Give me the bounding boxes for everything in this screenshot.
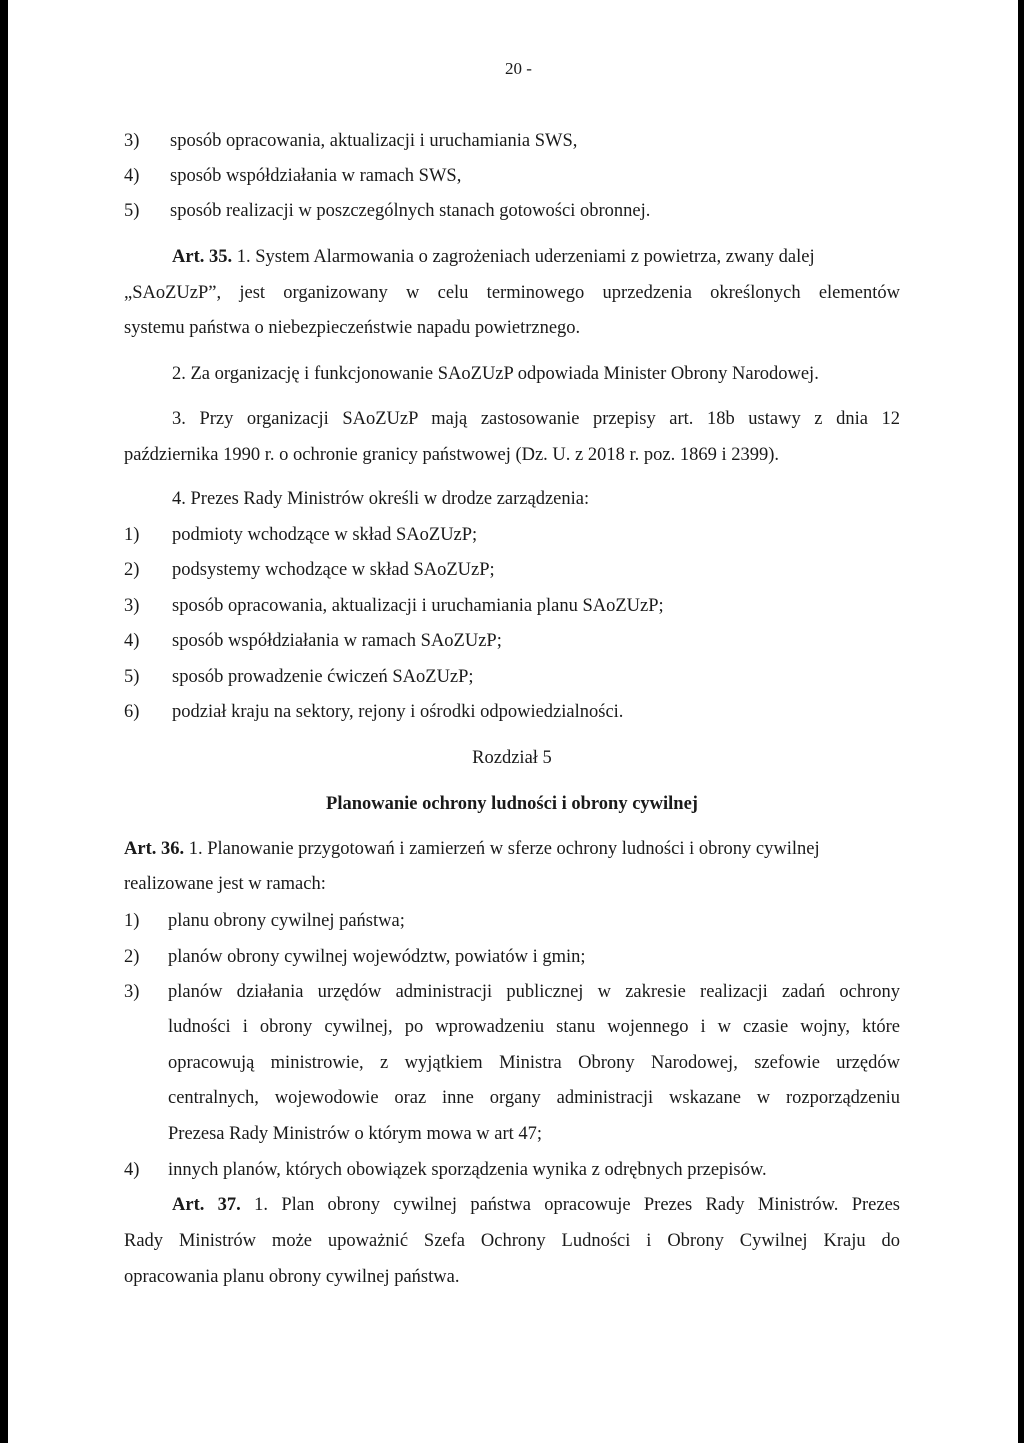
- article-37-label: Art. 37.: [172, 1195, 241, 1215]
- article-35-label: Art. 35.: [172, 247, 233, 267]
- list-item-text: planów obrony cywilnej województw, powiatów i gmin;: [168, 947, 586, 967]
- list-item-text: sposób opracowania, aktualizacji i uruchamiania SWS,: [170, 131, 578, 151]
- article-35-paragraph-2: 2. Za organizację i funkcjonowanie SAoZUzP odpowiada Minister Obrony Narodowej.: [172, 364, 819, 384]
- article-35-p1-start: 1. System Alarmowania o zagrożeniach uderzeniami z powietrza, zwany dalej: [236, 247, 815, 267]
- article-36-p1-start: 1. Planowanie przygotowań i zamierzeń w sferze ochrony ludności i obrony cywilnej: [188, 839, 820, 859]
- article-36-label: Art. 36.: [124, 839, 185, 859]
- article-36-line-1: [124, 838, 820, 860]
- article-35-paragraph-3-line-2: października 1990 r. o ochronie granicy państwowej (Dz. U. z 2018 r. poz. 1869 i 2399).: [124, 445, 780, 465]
- list-item-number: 3): [124, 596, 140, 616]
- list-item-text: podmioty wchodzące w skład SAoZUzP;: [172, 525, 478, 545]
- list-item-number: 1): [124, 911, 140, 931]
- list-item-number: 4): [124, 631, 140, 651]
- list-item-number: 5): [124, 201, 140, 221]
- list-item-number: 2): [124, 560, 140, 580]
- article-35-paragraph-3-line-1: 3. Przy organizacji SAoZUzP mają zastosowanie przepisy art. 18b ustawy z dnia 12: [172, 409, 900, 429]
- list-item-text: podział kraju na sektory, rejony i ośrodki odpowiedzialności.: [172, 702, 624, 722]
- article-37-line-2: Rady Ministrów może upoważnić Szefa Ochrony Ludności i Obrony Cywilnej Kraju do: [124, 1231, 900, 1251]
- list-item-number: 4): [124, 166, 140, 186]
- article-35-paragraph-4: 4. Prezes Rady Ministrów określi w drodze zarządzenia:: [172, 489, 590, 509]
- article-36-line-2: realizowane jest w ramach:: [124, 874, 326, 894]
- article-35-line-3: systemu państwa o niebezpieczeństwie napadu powietrznego.: [124, 318, 581, 338]
- chapter-label: Rozdział 5: [472, 748, 552, 768]
- list-item-text-line: opracowują ministrowie, z wyjątkiem Ministra Obrony Narodowej, szefowie urzędów: [168, 1053, 900, 1073]
- article-37-p1-start: 1. Plan obrony cywilnej państwa opracowuje Prezes Rady Ministrów. Prezes: [254, 1195, 900, 1215]
- article-37-line-1: [172, 1194, 900, 1216]
- article-37-line-3: opracowania planu obrony cywilnej państwa.: [124, 1267, 460, 1287]
- list-item-text: innych planów, których obowiązek sporządzenia wynika z odrębnych przepisów.: [168, 1160, 767, 1180]
- list-item-text: sposób realizacji w poszczególnych stanach gotowości obronnej.: [170, 201, 651, 221]
- list-item-text: sposób prowadzenie ćwiczeń SAoZUzP;: [172, 667, 474, 687]
- page-number: 20 -: [505, 59, 532, 78]
- list-item-number: 6): [124, 702, 140, 722]
- list-item-text-line: ludności i obrony cywilnej, po wprowadzeniu stanu wojennego i w czasie wojny, które: [168, 1017, 900, 1037]
- list-item-text-line: planów działania urzędów administracji publicznej w zakresie realizacji zadań ochrony: [168, 982, 900, 1002]
- list-item-number: 2): [124, 947, 140, 967]
- list-item-text-line: centralnych, wojewodowie oraz inne organy administracji wskazane w rozporządzeniu: [168, 1088, 900, 1108]
- list-item-text: podsystemy wchodzące w skład SAoZUzP;: [172, 560, 495, 580]
- list-item-number: 4): [124, 1160, 140, 1180]
- list-item-number: 3): [124, 131, 140, 151]
- list-item-number: 3): [124, 982, 140, 1002]
- list-item-text: sposób współdziałania w ramach SAoZUzP;: [172, 631, 502, 651]
- list-item-text: sposób współdziałania w ramach SWS,: [170, 166, 462, 186]
- list-item-number: 1): [124, 525, 140, 545]
- list-item-number: 5): [124, 667, 140, 687]
- list-item-text: planu obrony cywilnej państwa;: [168, 911, 405, 931]
- chapter-title: Planowanie ochrony ludności i obrony cywilnej: [326, 794, 698, 814]
- list-item-text: sposób opracowania, aktualizacji i uruchamiania planu SAoZUzP;: [172, 596, 664, 616]
- list-item-text-line: Prezesa Rady Ministrów o którym mowa w art 47;: [168, 1124, 543, 1144]
- article-35-line-1: [172, 246, 815, 268]
- article-35-line-2: „SAoZUzP”, jest organizowany w celu terminowego uprzedzenia określonych elementów: [124, 283, 900, 303]
